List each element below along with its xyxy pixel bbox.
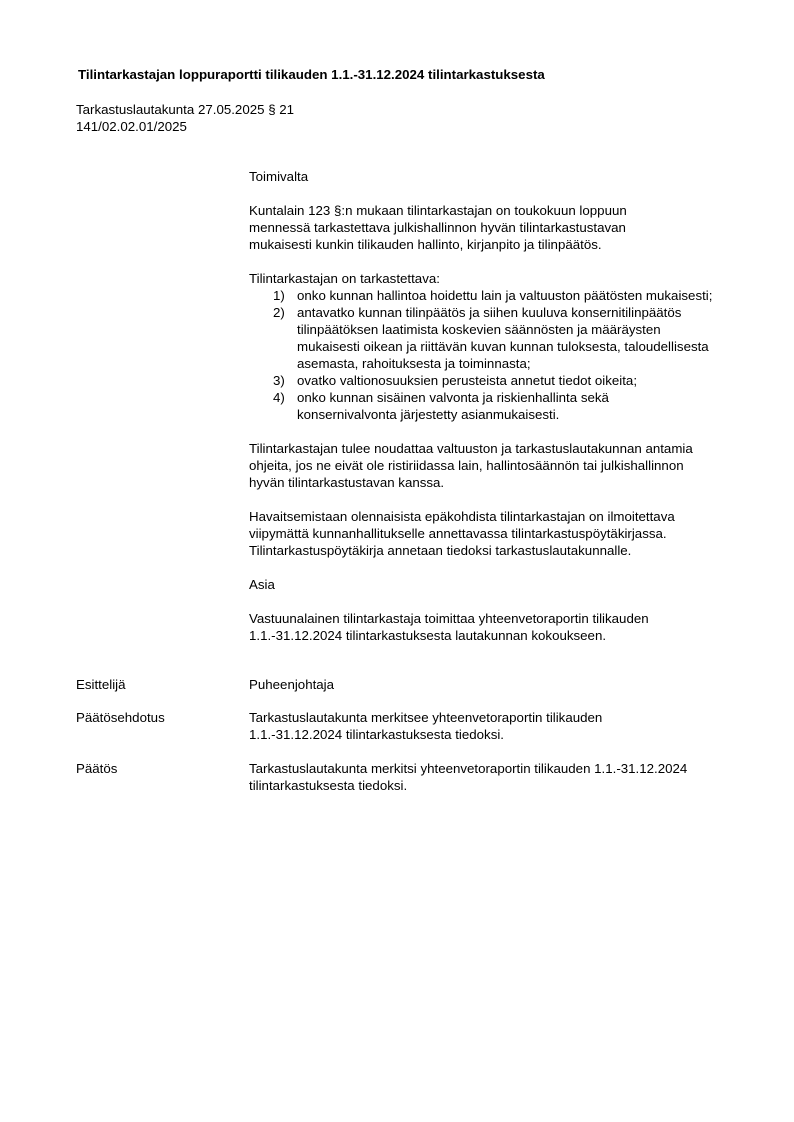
list-item (249, 304, 722, 372)
paragraph-asia: Vastuunalainen tilintarkastaja toimittaa yhteenvetoraportin tilikauden 1.1.-31.12.2024 tilintarkastuksesta lautakunnan kokoukseen. (249, 611, 649, 643)
tarkastettava-list (249, 287, 739, 423)
row-value: Tarkastuslautakunta merkitsee yhteenvetoraportin tilikauden 1.1.-31.12.2024 tilintarkastuksesta tiedoksi. (249, 710, 603, 742)
list-item-number: 3) (273, 373, 285, 388)
list-item-number: 4) (273, 390, 285, 405)
list-intro: Tilintarkastajan on tarkastettava: (249, 271, 440, 286)
list-item-text: antavatko kunnan tilinpäätös ja siihen kuuluva konsernitilinpäätös tilinpäätöksen laatimista koskevien säännösten ja määräysten mukaisesti oikean ja riittävän kuvan kunnan tuloksesta, taloudellisesta asemasta, rahoituksesta ja toiminnasta; (297, 305, 709, 371)
main-content (249, 168, 739, 661)
list-item (249, 372, 722, 389)
document-title: Tilintarkastajan loppuraportti tilikauden 1.1.-31.12.2024 tilintarkastuksesta (78, 67, 545, 82)
row-label: Päätös (76, 761, 118, 776)
paragraph-ohjeet: Tilintarkastajan tulee noudattaa valtuuston ja tarkastuslautakunnan antamia ohjeita, jos ne eivät ole ristiriidassa lain, hallintosäännön tai julkishallinnon hyvän tilintarkastustavan kanssa. (249, 441, 693, 490)
row-label: Päätösehdotus (76, 710, 165, 725)
list-item-text: onko kunnan sisäinen valvonta ja riskienhallinta sekä konsernivalvonta järjestetty asianmukaisesti. (297, 390, 609, 422)
list-item-number: 2) (273, 305, 285, 320)
paragraph-epakohdat: Havaitsemistaan olennaisista epäkohdista tilintarkastajan on ilmoitettava viipymättä kunnanhallitukselle annettavassa tilintarkastuspöytäkirjassa. Tilintarkastuspöytäkirja annetaan tiedoksi tarkastuslautakunnalle. (249, 509, 675, 558)
list-item (249, 287, 717, 304)
list-item-text: onko kunnan hallintoa hoidettu lain ja valtuuston päätösten mukaisesti; (297, 288, 713, 303)
row-label: Esittelijä (76, 677, 126, 692)
meeting-info: Tarkastuslautakunta 27.05.2025 § 21 (76, 102, 295, 117)
row-value: Puheenjohtaja (249, 677, 335, 692)
reference-number: 141/02.02.01/2025 (76, 119, 187, 134)
row-value: Tarkastuslautakunta merkitsi yhteenvetoraportin tilikauden 1.1.-31.12.2024 tilintarkastuksesta tiedoksi. (249, 761, 688, 793)
heading-toimivalta: Toimivalta (249, 169, 309, 184)
list-item-number: 1) (273, 288, 285, 303)
heading-asia: Asia (249, 577, 275, 592)
paragraph-kuntalaki: Kuntalain 123 §:n mukaan tilintarkastajan on toukokuun loppuun mennessä tarkastettava julkishallinnon hyvän tilintarkastustavan mukaisesti kunkin tilikauden hallinto, kirjanpito ja tilinpäätös. (249, 203, 627, 252)
list-item-text: ovatko valtionosuuksien perusteista annetut tiedot oikeita; (297, 373, 638, 388)
document-meta (76, 101, 294, 135)
tarkastettava-section (249, 270, 739, 423)
list-item (249, 389, 697, 423)
